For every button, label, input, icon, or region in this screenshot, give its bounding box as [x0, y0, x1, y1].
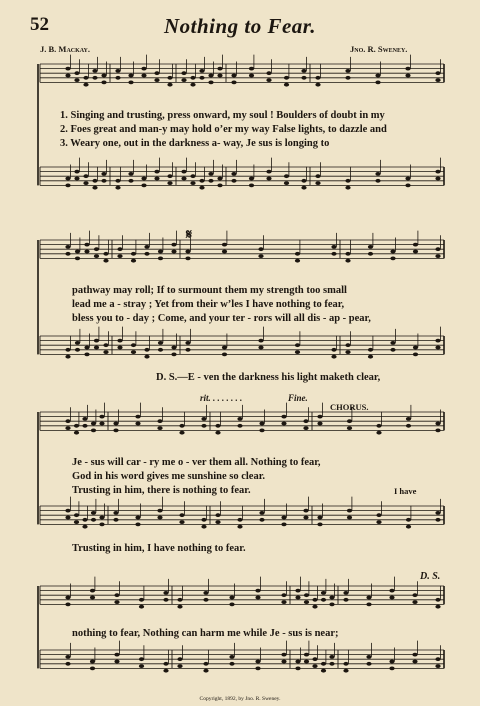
page-number: 52 — [30, 14, 49, 35]
i-have-label: I have — [394, 486, 417, 496]
verse-1-line-1: 1. Singing and trusting, press onward, my soul ! Boulders of doubt in my — [60, 110, 385, 121]
verse-2-line-3: God in his word gives me sunshine so clear. — [72, 471, 266, 482]
chorus-lyric: nothing to fear, Nothing can harm me while Je - sus is near; — [72, 628, 339, 639]
verse-1-line-2: pathway may roll; If to surmount them my strength too small — [72, 285, 347, 296]
ritardando-mark: rit. . . . . . . . — [200, 393, 243, 403]
verse-3-line-2: bless you to - day ; Come, and your ter - rors will all dis - ap - pear, — [72, 313, 371, 324]
ds-mark: D. S. — [420, 571, 441, 582]
verse-2-line-2: lead me a - stray ; Yet from their w’les I have nothing to fear, — [72, 299, 345, 310]
chorus-label: CHORUS. — [330, 402, 369, 412]
verse-3-line-1: 3. Weary one, out in the darkness a- way, Je sus is longing to — [60, 138, 330, 149]
hymn-title: Nothing to Fear. — [163, 14, 317, 38]
words-credit: J. B. Mackay. — [40, 44, 91, 54]
segno-sign: 𝄋 — [186, 228, 193, 243]
chorus-bass-lyric: Trusting in him, I have nothing to fear. — [72, 543, 246, 554]
music-credit: Jno. R. Sweney. — [350, 44, 408, 54]
verse-3-line-3: Trusting in him, there is nothing to fear. — [72, 485, 251, 496]
fine-mark: Fine. — [288, 393, 308, 403]
ds-lyric-line: D. S.—E - ven the darkness his light maketh clear, — [156, 372, 381, 383]
verse-2-line-1: 2. Foes great and man-y may hold o’er my way False lights, to dazzle and — [60, 124, 387, 135]
verse-1-line-3: Je - sus will car - ry me o - ver them all. Nothing to fear, — [72, 457, 321, 468]
copyright-notice: Copyright, 1892, by Jno. R. Sweney. — [199, 696, 281, 702]
